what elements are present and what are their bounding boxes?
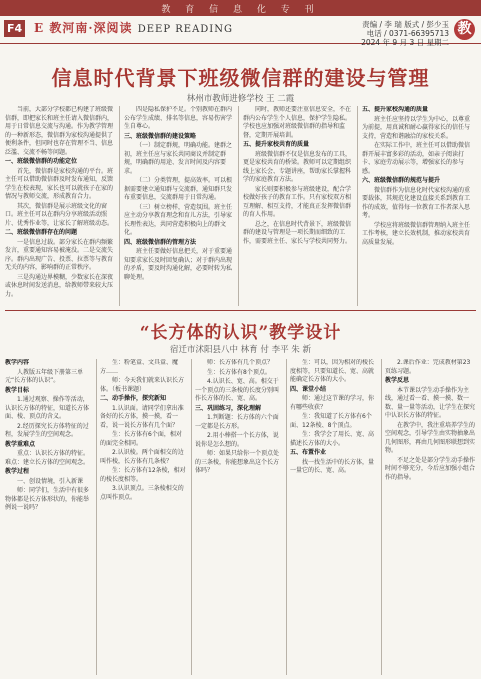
meta-date: 2024 年 9 月 3 日 星期二	[361, 38, 449, 47]
meta-phone: 电话 / 0371-66395713	[366, 29, 449, 38]
article1-column-2	[124, 106, 233, 306]
body-paragraph: 2.认识棱。两个面相交的边叫作棱，长方体有几条棱？	[100, 449, 184, 465]
newspaper-logo-icon: 教	[454, 19, 475, 40]
article1-column-4	[362, 106, 475, 306]
body-paragraph: 生：粉笔盒、文具盒、魔方……	[100, 359, 179, 375]
body-paragraph: 三是沟通边界模糊，少数家长在深夜或休息时间发送消息，给教师带来较大压力。	[5, 273, 114, 298]
section-heading: 五、提升家校沟通的质量	[362, 106, 429, 113]
body-paragraph: 师：如果只给你一个顶点处的三条棱，你能想象出这个长方体吗？	[195, 450, 280, 474]
page-number-badge: F4	[4, 20, 25, 37]
edition-meta	[361, 20, 449, 47]
article2-column-5	[385, 359, 475, 675]
body-paragraph: 其次，微信群是展示班级文化的窗口。班主任可以在群内分享班级活动照片、优秀作业等，让家长了解班级动态。	[5, 202, 114, 227]
article2-column-1	[5, 359, 92, 675]
section-english: DEEP READING	[137, 24, 233, 35]
body-paragraph: 同时，教师还要注重信息安全，不在群内公布学生个人信息，保护学生隐私。学校也应加强对班级微信群的指导和监督，定期开展培训。	[243, 106, 352, 139]
body-paragraph: 在教学中，我注重培养学生的空间观念，引导学生由实物抽象出几何图形，再由几何图形联想到实物。	[385, 421, 475, 454]
section-heading: 教学目标	[5, 386, 30, 394]
body-paragraph: 1.判断题：长方体的六个面一定都是长方形。	[195, 414, 279, 430]
article1-column-3	[243, 106, 352, 306]
section-letter: E	[34, 21, 45, 35]
page-header	[0, 16, 481, 47]
article1-column-1	[5, 106, 114, 306]
column-divider	[191, 359, 192, 675]
section-heading: 教学过程	[5, 468, 30, 475]
body-paragraph: 1.通过观察、操作等活动，认识长方体的特征，知道长方体面、棱、顶点的含义。	[5, 396, 90, 420]
body-paragraph: 生：可以，因为相对的棱长度相等，只要知道长、宽、高就能确定长方体的大小。	[290, 359, 375, 383]
body-paragraph: 3.认识顶点。三条棱相交的点叫作顶点。	[100, 485, 184, 501]
body-paragraph: 4.认识长、宽、高。相交于一个顶点的三条棱的长度分别叫作长方体的长、宽、高。	[195, 378, 280, 402]
body-paragraph: 学校应将班级微信群管理纳入班主任工作考核，建立长效机制，推动家校共育高质量发展。	[362, 221, 471, 246]
section-heading: 教学反思	[385, 377, 410, 384]
body-paragraph: 2.经历探究长方体特征的过程，发展学生的空间观念。	[5, 422, 89, 438]
column-divider	[238, 106, 239, 306]
column-divider	[381, 359, 382, 675]
body-paragraph: 当前，大部分学校都已构建了班级微信群，即把家长和班主任请入微信群内，用于日常信息交流与沟通。作为教学管理的一种新形态，微信群为家校沟通提供了便利条件，但同时也存在管理不当、信息泛滥、交流不畅等问题。	[5, 106, 114, 156]
body-paragraph: 找一找生活中的长方体，量一量它的长、宽、高。	[290, 458, 375, 474]
body-paragraph: 1.认识面。请同学们拿出准备好的长方体，摸一摸，看一看，说一说长方体有几个面？	[100, 404, 184, 429]
article2-column-3	[195, 359, 282, 675]
body-paragraph: 生：我知道了长方体有6个面、12条棱、8个顶点。	[290, 413, 372, 429]
body-paragraph: 不足之处是部分学生动手操作时间不够充分，今后应加强小组合作的指导。	[385, 456, 475, 481]
body-paragraph: 师：同学们，生活中有很多物体都是长方体形状的，你能举例说一说吗？	[5, 487, 90, 511]
body-paragraph: 在实际工作中，班主任可以借助微信群开展丰富多彩的活动，如亲子阅读打卡、家庭劳动展示等，增强家长的参与感。	[362, 142, 471, 175]
section-heading: 二、班级微信群存在的问题	[5, 229, 78, 236]
body-paragraph: （二）分类管理，提高效率。可以根据需要建立通知群与交流群，通知群只发布重要信息，交流群用于日常沟通。	[124, 177, 233, 201]
body-paragraph: 班主任要做好信息把关，对于重要通知要求家长及时回复确认；对于群内出现的矛盾，要及时沟通化解，必要时转为私聊处理。	[124, 248, 233, 281]
section-heading: 教学重难点	[5, 440, 36, 448]
body-paragraph: 生：我学会了用长、宽、高描述长方体的大小。	[290, 431, 375, 447]
section-title: 教河南·深阅读	[49, 21, 133, 35]
body-paragraph: 师：今天我们就来认识长方体。（板书课题）	[100, 377, 185, 393]
body-paragraph: 四是隐私保护不足。个别教师在群内公布学生成绩、排名等信息，容易伤害学生自尊心。	[124, 106, 233, 130]
body-paragraph: 师：通过这节课的学习，你有哪些收获？	[290, 395, 375, 411]
section-heading: 四、班级微信群的管理方法	[124, 238, 197, 246]
section-heading: 二、动手操作，探究新知	[100, 395, 167, 402]
section-heading: 六、班级微信群的规范与提升	[362, 177, 441, 184]
section-heading: 四、课堂小结	[290, 385, 327, 393]
body-paragraph: 生：长方体有6个面，相对的面完全相同。	[100, 431, 182, 447]
body-paragraph: 班级微信群不仅是信息发布的工具，更是家校共育的桥梁。教师可以定期组织线上家长会、专题讲座，帮助家长掌握科学的家庭教育方法。	[243, 150, 352, 183]
body-paragraph: （三）树立榜样，营造氛围。班主任应主动分享教育理念和育儿方法，引导家长理性表达，共同营造积极向上的群文化。	[124, 203, 233, 236]
body-paragraph: 一是信息过载。部分家长在群内频繁发言，重要通知容易被淹没。二是交流失序。群内出现广告、投票、拉票等与教育无关的内容，影响群的正常秩序。	[5, 238, 114, 271]
body-paragraph: 2.用小棒搭一个长方体，说说你是怎么想的。	[195, 432, 279, 448]
body-paragraph: 班主任应坚持以学生为中心，以尊重为前提，用真诚和耐心赢得家长的信任与支持，营造和谐融洽的家校关系。	[362, 115, 471, 140]
top-banner	[0, 0, 481, 16]
article1-author: 林州市教师进修学校 王 二霞	[186, 94, 295, 104]
column-divider	[357, 106, 358, 306]
section-heading: 三、班级微信群的建设策略	[124, 132, 197, 140]
body-paragraph: 2.课后作业：完成教材第23页练习题。	[385, 359, 471, 375]
article-separator	[5, 310, 476, 311]
section-heading: 五、提升家校共育的质量	[243, 141, 310, 148]
article1-title: 信息时代背景下班级微信群的建设与管理	[51, 66, 430, 90]
article2-author: 宿迁市沭阳县八中 林育 付 李平 朱 新	[169, 345, 311, 355]
body-paragraph: 师：长方体有几个顶点？	[207, 359, 274, 366]
section-heading: 一、班级微信群的功能定位	[5, 158, 78, 165]
section-name	[34, 20, 233, 38]
body-paragraph: 家长则要积极参与班级建设，配合学校做好孩子的教育工作。只有家校双方相互理解、相互支持，才能真正发挥微信群的育人作用。	[243, 185, 352, 218]
column-divider	[96, 359, 97, 675]
body-paragraph: 生：长方体有8个顶点。	[207, 368, 271, 376]
column-divider	[286, 359, 287, 675]
body-paragraph: 微信群作为信息化时代家校沟通的重要载体，其规范化建设直接关系到教育工作的成效，值得每一位教育工作者深入思考。	[362, 186, 471, 219]
body-paragraph: 总之，在信息时代背景下，班级微信群的建设与管理是一项长期而细致的工作，需要班主任、家长与学校共同努力。	[243, 220, 352, 245]
body-paragraph: 首先，微信群是家校沟通的平台。班主任可以借助微信群及时发布通知，反馈学生在校表现，家长也可以就孩子在家的情况与教师交流，形成教育合力。	[5, 167, 114, 200]
banner-tagline: 教 育 信 息 化 专 刊	[161, 5, 320, 15]
article2-column-2	[100, 359, 187, 675]
meta-editor: 责编 / 李 瑞 版式 / 彭少玉	[362, 20, 449, 29]
section-heading: 三、巩固练习，深化理解	[195, 404, 262, 412]
article2-title: “长方体的认识”教学设计	[139, 323, 342, 343]
body-paragraph: 本节课以学生动手操作为主线，通过看一看、摸一摸、数一数、量一量等活动，让学生在探究中认识长方体的特征。	[385, 386, 475, 419]
section-heading: 五、布置作业	[290, 449, 327, 456]
body-paragraph: 重点：认识长方体的特征。难点：建立长方体的空间观念。	[5, 450, 90, 466]
body-paragraph: （一）制定群规，明确功能。建群之初，班主任应与家长共同商议并制定群规，明确群的用途、发言时间及内容要求。	[124, 142, 233, 175]
body-paragraph: 人教版五年级下册第三单元“长方体的认识”。	[5, 368, 84, 384]
article2-column-4	[290, 359, 377, 675]
column-divider	[119, 106, 120, 306]
body-paragraph: 一、创设情境，引入新课	[17, 477, 84, 485]
section-heading: 教学内容	[5, 359, 30, 366]
body-paragraph: 生：长方体有12条棱，相对的棱长度相等。	[100, 467, 186, 483]
